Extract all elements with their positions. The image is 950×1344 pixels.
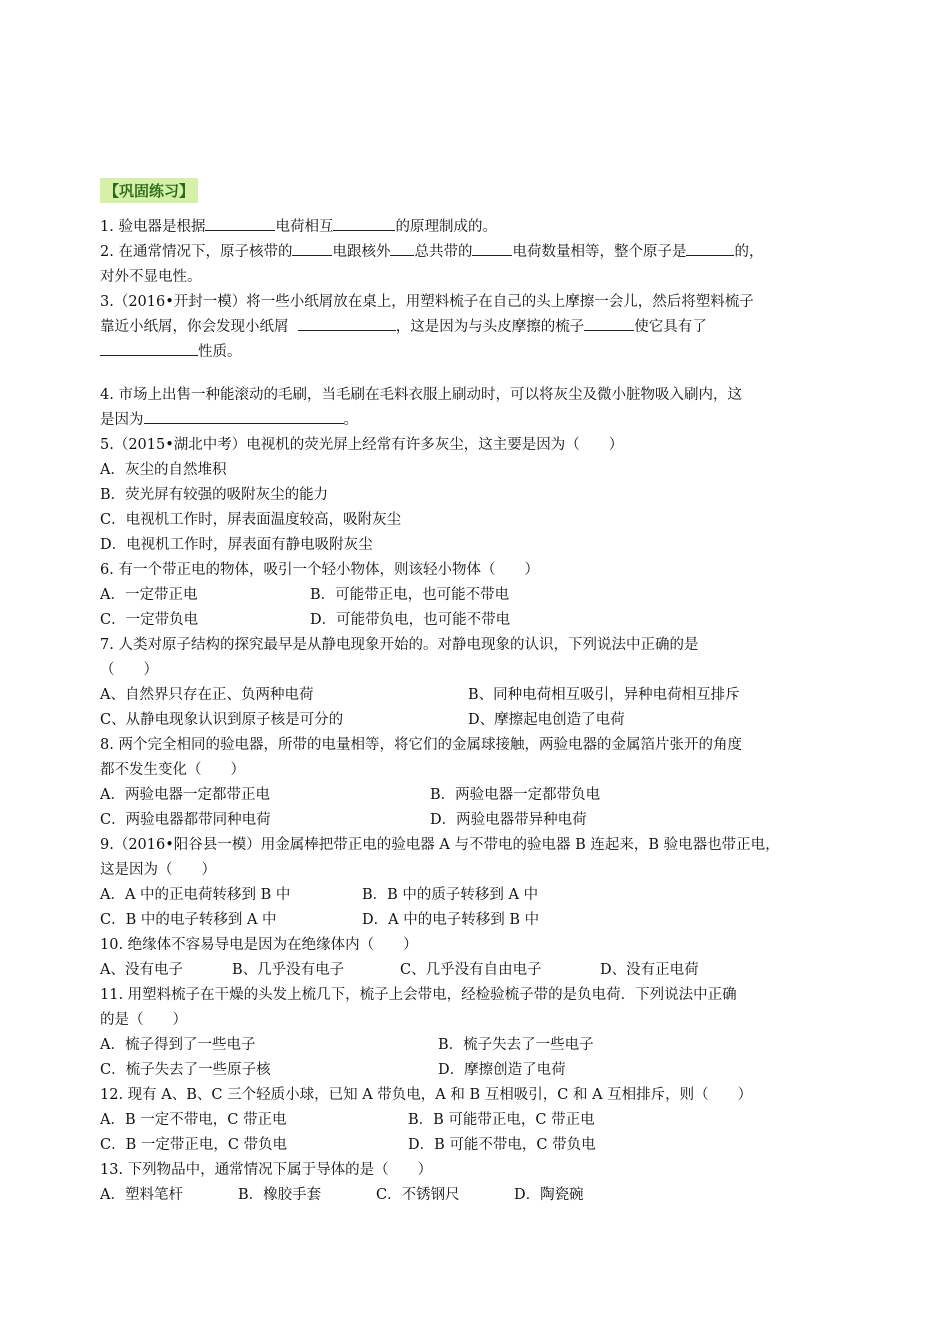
option-d[interactable]: D．B 可能不带电，C 带负电 [408,1137,596,1153]
option-c[interactable]: C．两验电器都带同种电荷 [100,812,271,828]
option-a[interactable]: A．两验电器一定都带正电 [100,787,270,803]
answer-blank[interactable] [144,408,344,424]
question-3-cont: 靠近小纸屑，你会发现小纸屑 ，这是因为与头皮摩擦的梳子 使它具有了 [100,315,860,340]
answer-blank[interactable] [333,215,395,231]
answer-blank[interactable] [686,240,734,256]
option-b[interactable]: B、几乎没有电子 [232,962,345,978]
question-1: 1. 验电器是根据 电荷相互 的原理制成的。 [100,215,860,240]
question-6: 6. 有一个带正电的物体，吸引一个轻小物体，则该轻小物体（ ） [100,562,539,578]
question-7: 7. 人类对原子结构的探究最早是从静电现象开始的。对静电现象的认识，下列说法中正确的是 [100,637,699,653]
option-d[interactable]: D、摩擦起电创造了电荷 [468,712,625,728]
option-c[interactable]: C．电视机工作时，屏表面温度较高，吸附灰尘 [100,512,402,528]
question-9: 9.（2016•阳谷县一模）用金属棒把带正电的验电器 A 与不带电的验电器 B 连起来，B 验电器也带正电， [100,837,780,853]
question-3: 3.（2016•开封一模）将一些小纸屑放在桌上，用塑料梳子在自己的头上摩擦一会儿，然后将塑料梳子 [100,294,754,310]
option-c[interactable]: C．一定带负电 [100,612,199,628]
question-2: 2. 在通常情况下，原子核带的 电跟核外 总共带的 电荷数量相等，整个原子是 的， [100,240,860,265]
question-10: 10. 绝缘体不容易导电是因为在绝缘体内（ ） [100,937,418,953]
option-b[interactable]: B．荧光屏有较强的吸附灰尘的能力 [100,487,329,503]
option-c[interactable]: C．B 一定带正电，C 带负电 [100,1137,288,1153]
question-12: 12. 现有 A、B、C 三个轻质小球，已知 A 带负电，A 和 B 互相吸引，C 和 A 互相排斥，则（ ） [100,1087,753,1103]
option-c[interactable]: C．梳子失去了一些原子核 [100,1062,271,1078]
question-9-cont: 这是因为（ ） [100,862,216,878]
section-title: 【巩固练习】 [100,178,198,203]
answer-blank[interactable] [390,240,414,256]
option-a[interactable]: A、没有电子 [100,962,183,978]
answer-blank[interactable] [205,215,275,231]
option-a[interactable]: A．A 中的正电荷转移到 B 中 [100,887,291,903]
option-a[interactable]: A．一定带正电 [100,587,198,603]
option-d[interactable]: D．电视机工作时，屏表面有静电吸附灰尘 [100,537,373,553]
option-b[interactable]: B．可能带正电，也可能不带电 [310,587,510,603]
option-d[interactable]: D．可能带负电，也可能不带电 [310,612,511,628]
question-2-cont: 对外不显电性。 [100,269,202,285]
question-8-cont: 都不发生变化（ ） [100,762,245,778]
answer-blank[interactable] [298,315,396,331]
option-b[interactable]: B、同种电荷相互吸引，异种电荷相互排斥 [468,687,740,703]
question-11-cont: 的是（ ） [100,1012,187,1028]
worksheet [100,178,860,1208]
question-7-cont: （ ） [100,662,158,678]
option-d[interactable]: D、没有正电荷 [600,962,699,978]
option-d[interactable]: D．陶瓷碗 [514,1187,584,1203]
option-a[interactable]: A．塑料笔杆 [100,1187,183,1203]
option-b[interactable]: B．B 中的质子转移到 A 中 [362,887,539,903]
option-d[interactable]: D．摩擦创造了电荷 [438,1062,566,1078]
option-b[interactable]: B．橡胶手套 [238,1187,322,1203]
question-8: 8. 两个完全相同的验电器，所带的电量相等，将它们的金属球接触，两验电器的金属箔片张开的角度 [100,737,742,753]
question-3-cont2: 性质。 [100,340,860,365]
option-c[interactable]: C．不锈钢尺 [376,1187,460,1203]
question-13: 13. 下列物品中，通常情况下属于导体的是（ ） [100,1162,433,1178]
answer-blank[interactable] [292,240,332,256]
option-c[interactable]: C．B 中的电子转移到 A 中 [100,912,277,928]
question-11: 11. 用塑料梳子在干燥的头发上梳几下，梳子上会带电，经检验梳子带的是负电荷．下列说法中正确 [100,987,737,1003]
question-5: 5.（2015•湖北中考）电视机的荧光屏上经常有许多灰尘，这主要是因为（ ） [100,437,624,453]
option-b[interactable]: B．梳子失去了一些电子 [438,1037,594,1053]
answer-blank[interactable] [584,315,634,331]
option-b[interactable]: B．两验电器一定都带负电 [430,787,601,803]
question-4-cont: 是因为 。 [100,408,860,433]
answer-blank[interactable] [100,340,198,356]
option-d[interactable]: D．两验电器带异种电荷 [430,812,587,828]
option-a[interactable]: A．灰尘的自然堆积 [100,462,227,478]
option-a[interactable]: A、自然界只存在正、负两种电荷 [100,687,314,703]
answer-blank[interactable] [472,240,512,256]
option-c[interactable]: C、几乎没有自由电子 [400,962,542,978]
option-b[interactable]: B．B 可能带正电，C 带正电 [408,1112,595,1128]
option-c[interactable]: C、从静电现象认识到原子核是可分的 [100,712,344,728]
option-a[interactable]: A．梳子得到了一些电子 [100,1037,256,1053]
question-4: 4. 市场上出售一种能滚动的毛刷，当毛刷在毛料衣服上刷动时，可以将灰尘及微小脏物吸入刷内，这 [100,387,742,403]
option-d[interactable]: D．A 中的电子转移到 B 中 [362,912,540,928]
option-a[interactable]: A．B 一定不带电，C 带正电 [100,1112,287,1128]
